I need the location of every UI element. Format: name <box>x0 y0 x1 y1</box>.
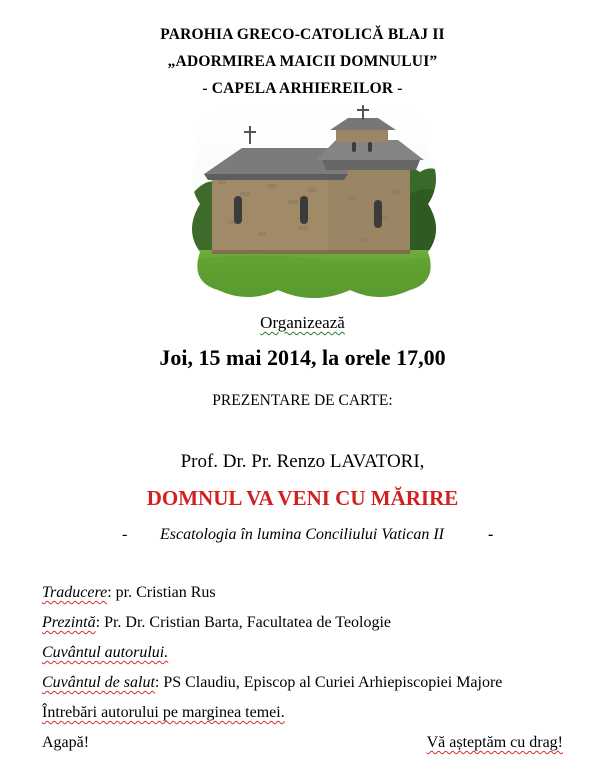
subtitle-dash-right: - <box>488 526 494 543</box>
chapel-name: - CAPELA ARHIEREILOR - <box>202 80 403 97</box>
agape-text: Agapă! <box>42 734 90 751</box>
book-subtitle: Escatologia în lumina Conciliului Vatican II <box>160 526 444 543</box>
book-title: DOMNUL VA VENI CU MĂRIRE <box>146 486 459 510</box>
presenter-line <box>42 614 391 632</box>
event-date: Joi, 15 mai 2014, la orele 17,00 <box>159 345 446 370</box>
church-dedication: „ADORMIREA MAICII DOMNULUI” <box>167 53 438 70</box>
church-photo <box>188 100 440 300</box>
presenter-label: Prezintă <box>42 614 96 631</box>
parish-name: PAROHIA GRECO-CATOLICĂ BLAJ II <box>160 26 445 43</box>
organizer-text: Organizează <box>260 313 345 332</box>
book-author: Prof. Dr. Pr. Renzo LAVATORI, <box>180 451 425 472</box>
closing-text: Vă așteptăm cu drag! <box>426 734 563 751</box>
greeting-line <box>42 674 502 692</box>
translation-label: Traducere <box>42 584 108 601</box>
author-word-line: Cuvântul autorului. <box>42 644 169 661</box>
subtitle-dash-left: - <box>122 526 128 543</box>
translation-value: : pr. Cristian Rus <box>107 584 216 601</box>
greeting-value: : PS Claudiu, Episcop al Curiei Arhiepiscopiei Majore <box>154 674 503 691</box>
questions-line: Întrebări autorului pe marginea temei. <box>42 704 285 721</box>
presenter-value: : Pr. Dr. Cristian Barta, Facultatea de Teologie <box>95 614 392 631</box>
greeting-label: Cuvântul de salut <box>42 674 155 691</box>
translation-line <box>42 584 216 602</box>
event-type: PREZENTARE DE CARTE: <box>212 392 393 409</box>
